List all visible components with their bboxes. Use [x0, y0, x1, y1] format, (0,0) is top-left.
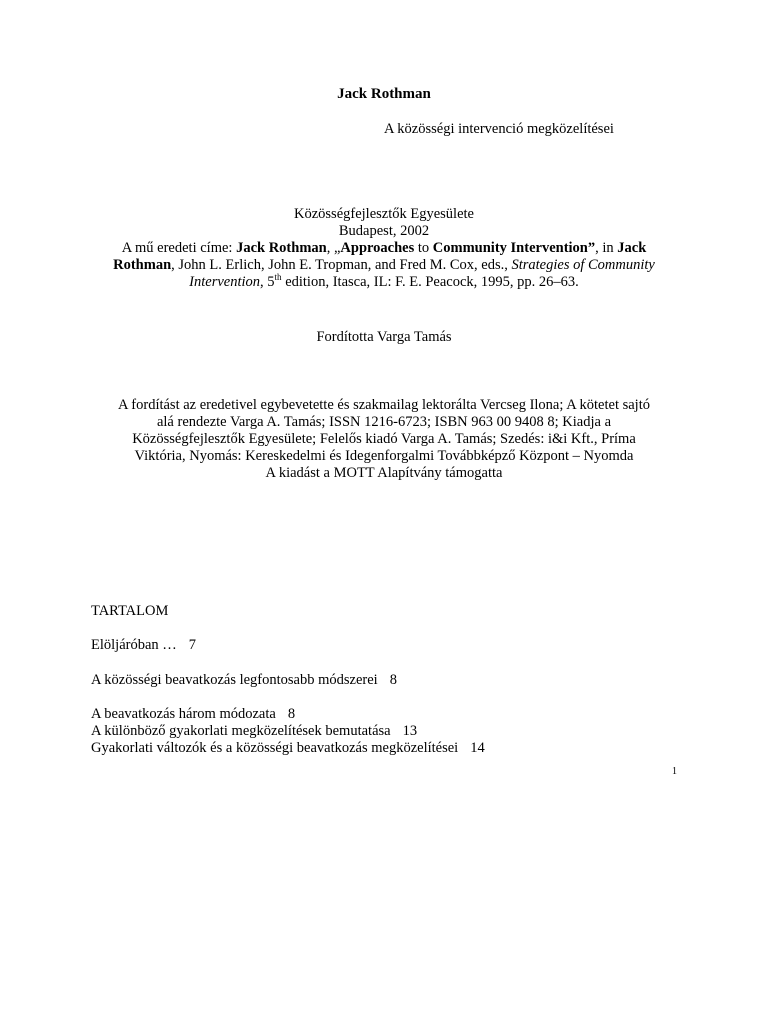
toc-item-page: 13: [402, 723, 418, 739]
toc-item-page: 8: [389, 672, 397, 688]
orig-to: to: [414, 240, 433, 256]
toc-item-title: A különböző gyakorlati megközelítések bemutatása: [91, 723, 391, 739]
orig-prefix: A mű eredeti címe:: [121, 240, 237, 256]
orig-rothman: Rothman: [113, 257, 172, 273]
credits-line-3: Közösségfejlesztők Egyesülete; Felelős kiadó Varga A. Tamás; Szedés: i&i Kft., Príma: [132, 431, 636, 447]
orig-edition-sup: th: [274, 272, 282, 283]
orig-jack: Jack: [617, 240, 647, 256]
credits-line-1: A fordítást az eredetivel egybevetette és szakmailag lektorálta Vercseg Ilona; A kötetet sajtó: [117, 397, 650, 413]
publisher-org: Közösségfejlesztők Egyesülete: [294, 206, 474, 222]
toc-item[interactable]: [91, 740, 485, 757]
translator-credit: Fordította Varga Tamás: [316, 329, 452, 345]
orig-book-title-b: Intervention: [189, 274, 261, 290]
page-number: 1: [672, 766, 677, 777]
credits-line-4: Viktória, Nyomás: Kereskedelmi és Idegenforgalmi Továbbképző Központ – Nyomda: [134, 448, 634, 464]
original-title-line-1: [80, 240, 688, 257]
toc-item-page: 14: [470, 740, 485, 756]
publisher-block: [80, 206, 688, 291]
original-title-line-3: [80, 274, 688, 291]
toc-item-title: A beavatkozás három módozata: [91, 706, 276, 722]
toc-item-title: Gyakorlati változók és a közösségi beavatkozás megközelítései: [91, 740, 459, 756]
orig-book-title-a: Strategies of Community: [511, 257, 655, 273]
original-title-line-2: [80, 257, 688, 274]
toc-item-title: A közösségi beavatkozás legfontosabb módszerei: [91, 672, 378, 688]
toc-item-page: 8: [287, 706, 296, 722]
orig-close-quote: ”: [587, 240, 596, 256]
orig-edition-a: , 5: [260, 274, 275, 290]
credits-block: [80, 397, 688, 482]
credits-line-5: A kiadást a MOTT Alapítvány támogatta: [265, 465, 503, 481]
credits-line-2: alá rendezte Varga A. Tamás; ISSN 1216-6723; ISBN 963 00 9408 8; Kiadja a: [156, 414, 612, 430]
toc-item-page: 7: [188, 637, 197, 653]
toc-item[interactable]: [91, 706, 295, 723]
author-name: Jack Rothman: [337, 86, 431, 102]
orig-open-quote: , „: [326, 240, 341, 256]
toc-item[interactable]: [91, 672, 397, 689]
orig-community: Community Intervention: [432, 240, 588, 256]
orig-editors: , John L. Erlich, John E. Tropman, and Fred M. Cox, eds.,: [171, 257, 512, 273]
publisher-place-year: Budapest, 2002: [338, 223, 430, 239]
orig-author: Jack Rothman: [236, 240, 327, 256]
toc-item[interactable]: [91, 637, 196, 654]
orig-approaches: Approaches: [340, 240, 415, 256]
toc-item[interactable]: [91, 723, 417, 740]
toc-heading: TARTALOM: [91, 603, 169, 619]
orig-edition-b: edition, Itasca, IL: F. E. Peacock, 1995, pp. 26–63.: [281, 274, 579, 290]
document-title: A közösségi intervenció megközelítései: [384, 121, 614, 137]
orig-in: , in: [595, 240, 618, 256]
toc-item-title: Elöljáróban …: [91, 637, 177, 653]
